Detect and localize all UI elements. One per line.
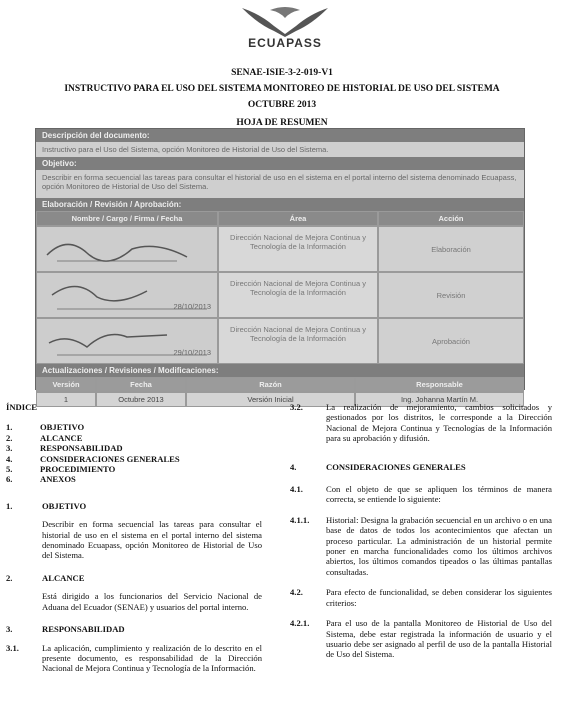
document-title: INSTRUCTIVO PARA EL USO DEL SISTEMA MONITOREO DE HISTORIAL DE USO DEL SISTEMA <box>64 84 500 94</box>
index-item: 5. PROCEDIMIENTO <box>6 464 116 475</box>
section-title: RESPONSABILIDAD <box>42 624 125 635</box>
subsection-4-2: 4.2. Para efecto de funcionalidad, se deben considerar los siguientes criterios: <box>290 587 552 608</box>
eagle-icon <box>240 4 330 38</box>
section-text: Historial: Designa la grabación secuencial en un archivo o en una base de datos de todos los acontecimientos que afectan un proceso particular. La administración de un historial permite poner en marcha funcionalidades como los últimos archivos abiertos, los últimos comandos tipeados o las últimas pantallas consultadas. <box>326 514 552 577</box>
section-title: CONSIDERACIONES GENERALES <box>326 461 466 472</box>
updates-header-reason: Razón <box>186 377 355 392</box>
col-area-header: Área <box>218 211 378 226</box>
action-cell: Revisión <box>378 272 524 318</box>
section-responsabilidad: 3. RESPONSABILIDAD <box>6 624 125 635</box>
document-code: SENAE-ISIE-3-2-019-V1 <box>231 68 333 78</box>
signature-date: 29/10/2013 <box>173 348 211 357</box>
index-item: 4. CONSIDERACIONES GENERALES <box>6 453 180 464</box>
updates-header-row <box>36 377 524 392</box>
index-list <box>6 422 268 484</box>
section-consideraciones: 4. CONSIDERACIONES GENERALES <box>290 461 466 472</box>
section-text: Para efecto de funcionalidad, se deben considerar los siguientes criterios: <box>326 587 552 608</box>
section-title: OBJETIVO <box>42 500 87 511</box>
summary-heading: HOJA DE RESUMEN <box>236 118 328 128</box>
subsection-3-2: 3.2. La realización de mejoramiento, cambios solicitados y gestionados por los distritos, le corresponde a la Dirección Nacional de Mejora Continua y Tecnologías de la Información para su aprobación y difusión. <box>290 402 552 444</box>
updates-version: 1 <box>36 392 96 407</box>
area-cell: Dirección Nacional de Mejora Continua y Tecnología de la Información <box>218 318 378 364</box>
subsection-4-1-1: 4.1.1. Historial: Designa la grabación secuencial en un archivo o en una base de datos de todos los acontecimientos que afectan un proceso particular. La administración de un historial permite poner en marcha funcionalidades como los últimos archivos abiertos, los últimos comandos tipeados o las últimas pantallas consultadas. <box>290 514 552 577</box>
right-column <box>290 402 552 660</box>
index-item: 6. ANEXOS <box>6 474 76 485</box>
index-title: ÍNDICE <box>6 402 38 412</box>
section-text: Está dirigido a los funcionarios del Servicio Nacional de Aduana del Ecuador (SENAE) y usuarios del portal interno. <box>42 591 262 612</box>
updates-label: Actualizaciones / Revisiones / Modificaciones: <box>36 364 524 377</box>
summary-table <box>35 128 525 404</box>
updates-header-date: Fecha <box>96 377 186 392</box>
handwritten-signature <box>37 227 217 271</box>
index-item: 2. ALCANCE <box>6 432 83 443</box>
section-alcance: 2. ALCANCE <box>6 572 85 583</box>
section-title: ALCANCE <box>42 572 85 583</box>
signature-cell <box>36 272 218 318</box>
signature-cell <box>36 226 218 272</box>
area-cell: Dirección Nacional de Mejora Continua y Tecnología de la Información <box>218 226 378 272</box>
updates-header-owner: Responsable <box>355 377 524 392</box>
left-column <box>6 402 268 674</box>
section-text: Para el uso de la pantalla Monitoreo de Historial de Uso del Sistema, debe estar registrada la información de usuario y el usuario debe ser asignado al perfil de uso de la pantalla Historial de Uso del Sistema. <box>326 618 552 660</box>
action-cell: Elaboración <box>378 226 524 272</box>
subsection-4-1: 4.1. Con el objeto de que se apliquen los términos de manera correcta, se entiende lo siguiente: <box>290 484 552 505</box>
updates-header-version: Versión <box>36 377 96 392</box>
index-item: 3. RESPONSABILIDAD <box>6 443 123 454</box>
description-text: Instructivo para el Uso del Sistema, opción Monitoreo de Historial de Uso del Sistema. <box>36 142 524 157</box>
signature-date: 28/10/2013 <box>173 302 211 311</box>
section-objetivo: 1. OBJETIVO <box>6 500 87 511</box>
area-cell: Dirección Nacional de Mejora Continua y Tecnología de la Información <box>218 272 378 318</box>
purpose-text: Describir en forma secuencial las tareas para consultar el historial de uso en el sistema en el portal interno del sistema denominado Ecuapass, opción Monitoreo de Historial de Uso del Sistema. <box>36 170 524 198</box>
subsection-3-1: 3.1. La aplicación, cumplimiento y realización de lo descrito en el presente documento, es responsabilidad de la Dirección Nacional de Mejora Continua y Tecnología de la Información. <box>6 642 262 674</box>
approvals-label: Elaboración / Revisión / Aprobación: <box>36 198 524 211</box>
section-text: La realización de mejoramiento, cambios solicitados y gestionados por los distritos, le corresponde a la Dirección Nacional de Mejora Continua y Tecnologías de la Información para su aprobación y difusión. <box>326 402 552 444</box>
col-name-header: Nombre / Cargo / Firma / Fecha <box>36 211 218 226</box>
purpose-label: Objetivo: <box>36 157 524 170</box>
approvals-grid <box>36 211 524 364</box>
section-text: La aplicación, cumplimiento y realización de lo descrito en el presente documento, es responsabilidad de la Dirección Nacional de Mejora Continua y Tecnología de la Información. <box>42 642 262 674</box>
subsection-4-2-1: 4.2.1. Para el uso de la pantalla Monitoreo de Historial de Uso del Sistema, debe estar registrada la información de usuario y el usuario debe ser asignado al perfil de uso de la pantalla Historial de Uso del Sistema. <box>290 618 552 660</box>
signature-cell <box>36 318 218 364</box>
col-action-header: Acción <box>378 211 524 226</box>
section-text: Describir en forma secuencial las tareas para consultar el historial de uso en el sistema en el portal interno del sistema denominado Ecuapass, opción Monitoreo de Historial de Uso del Sistema. <box>42 519 262 561</box>
section-text: Con el objeto de que se apliquen los términos de manera correcta, se entiende lo siguiente: <box>326 484 552 505</box>
updates-owner: Ing. Johanna Martín M. <box>355 392 524 407</box>
description-label: Descripción del documento: <box>36 129 524 142</box>
updates-reason: Versión Inicial <box>186 392 355 407</box>
index-item: 1. OBJETIVO <box>6 422 85 433</box>
action-cell: Aprobación <box>378 318 524 364</box>
updates-date: Octubre 2013 <box>96 392 186 407</box>
logo-text: ECUAPASS <box>248 36 322 50</box>
ecuapass-logo <box>230 4 340 56</box>
document-date: OCTUBRE 2013 <box>247 100 317 110</box>
